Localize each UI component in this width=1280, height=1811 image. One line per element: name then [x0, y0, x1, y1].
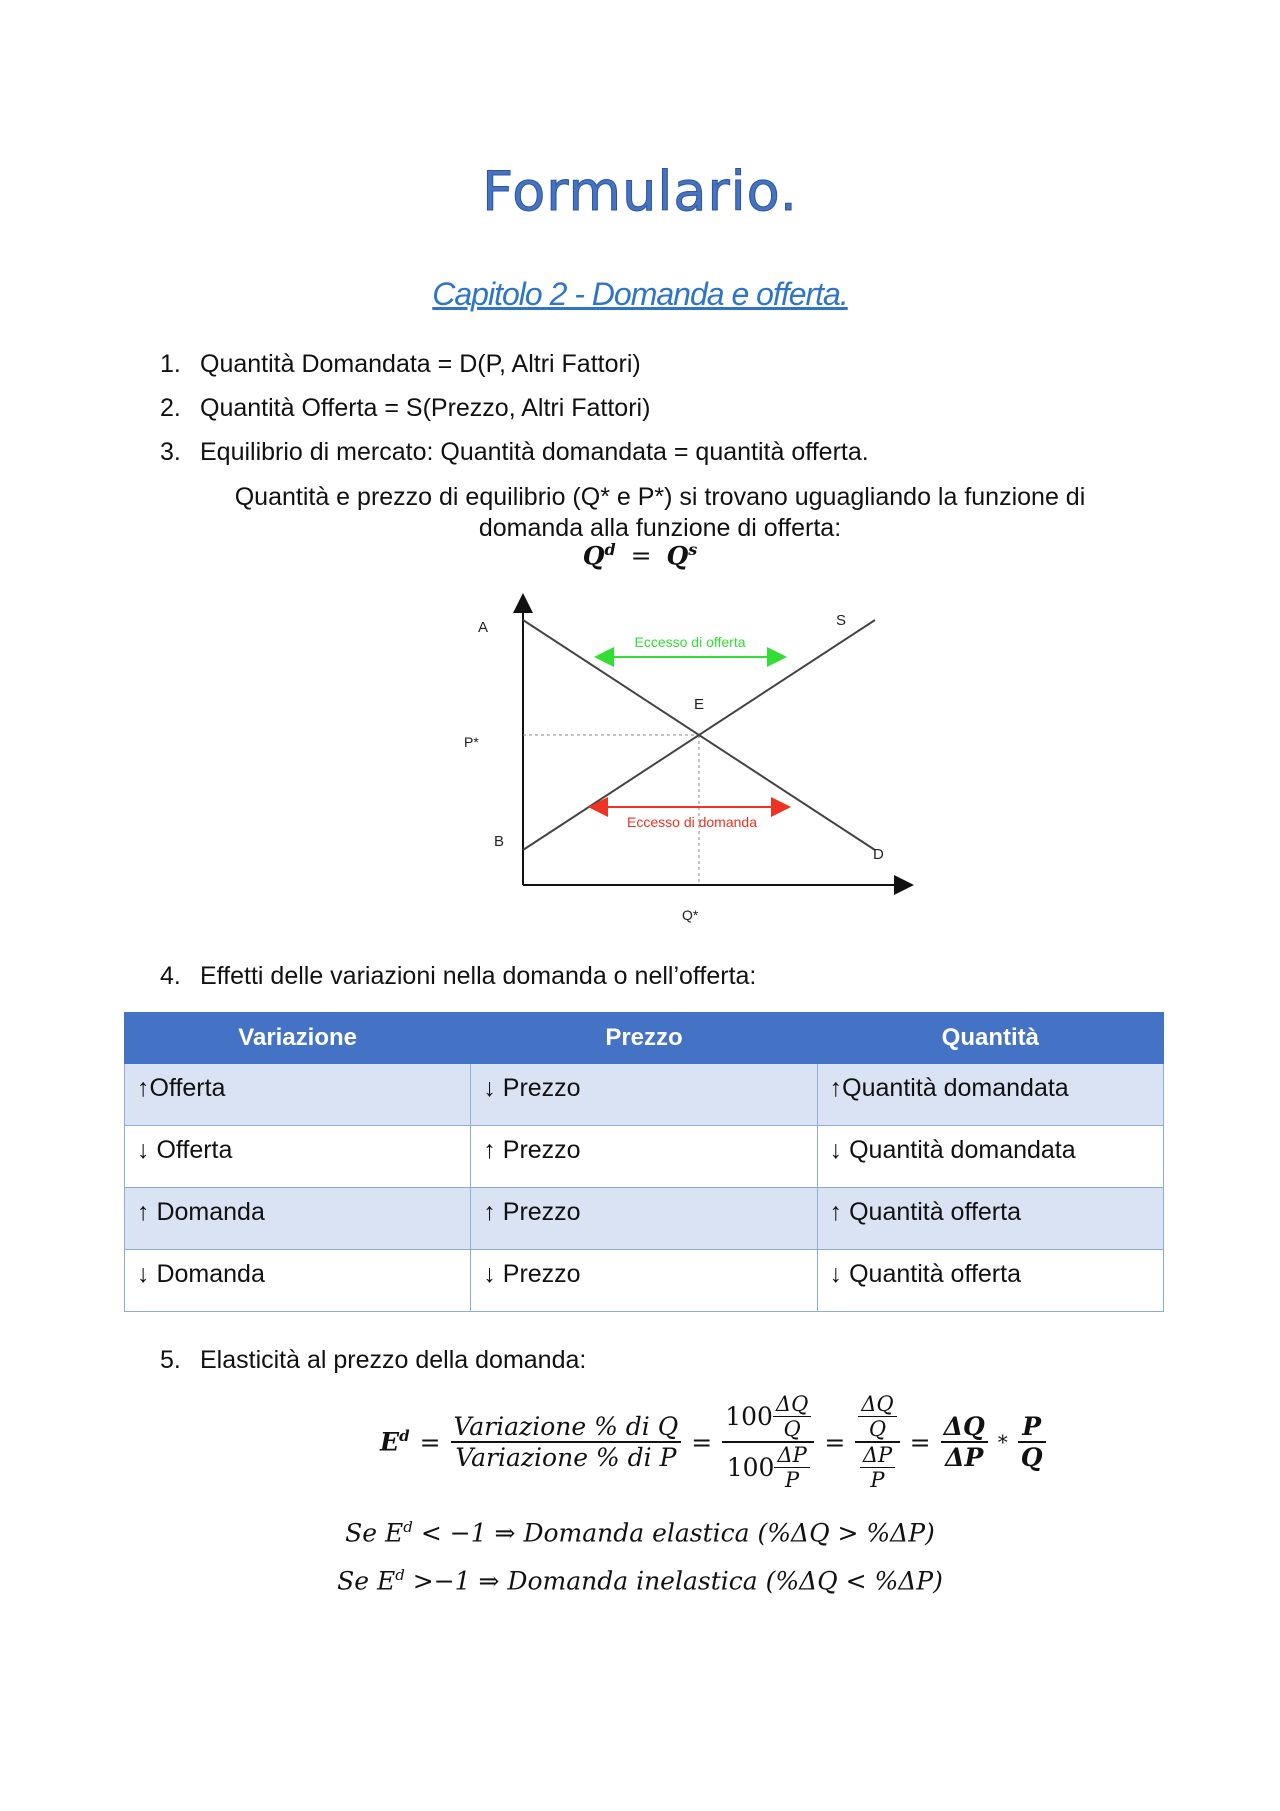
item-text: Effetti delle variazioni nella domanda o nell’offerta: — [200, 962, 757, 990]
table-cell: ↑ Quantità offerta — [817, 1188, 1163, 1250]
table-cell: ↑ Prezzo — [471, 1188, 817, 1250]
table-row — [125, 1250, 1164, 1312]
elasticity-formula — [380, 1392, 1046, 1492]
table-cell: ↓ Prezzo — [471, 1064, 817, 1126]
formula-qd-sup: d — [604, 540, 616, 559]
list-item — [160, 1346, 586, 1375]
excess-demand-label: Eccesso di domanda — [627, 814, 757, 830]
fraction-ratio: ΔQ Q $\frac{\Delta P}{P}$ — [855, 1392, 899, 1492]
point-a-label: A — [478, 619, 489, 636]
list-item — [160, 438, 869, 467]
equilibrium-formula — [0, 540, 1280, 571]
fraction-percent: 100 $\frac{\Delta Q}{Q}$ 100 $\frac{\Delta P}{P}$ — [722, 1392, 814, 1492]
table-row — [125, 1188, 1164, 1250]
effects-table — [124, 1012, 1164, 1312]
list-item — [160, 962, 756, 991]
table-cell: ↓ Quantità offerta — [817, 1250, 1163, 1312]
times-sign: * — [997, 1430, 1008, 1454]
point-e-label: E — [694, 696, 705, 713]
fraction-variation: $\frac{\text{Variazione \% di Q}}{\text{Variazione \% di P}}$ — [451, 1412, 682, 1472]
supply-label: S — [836, 612, 847, 629]
item-number: 5. — [160, 1346, 181, 1374]
table-cell: ↓ Domanda — [125, 1250, 471, 1312]
fraction-dq-dp: $\frac{\Delta Q}{\Delta P}$ — [941, 1412, 988, 1472]
equals-sign: = — [909, 1427, 931, 1457]
item-text: Quantità Domandata = D(P, Altri Fattori) — [200, 350, 641, 378]
table-header-row — [125, 1013, 1164, 1064]
table-cell: ↑ Prezzo — [471, 1126, 817, 1188]
item-number: 1. — [160, 350, 181, 378]
point-b-label: B — [494, 833, 505, 850]
table-cell: ↓ Prezzo — [471, 1250, 817, 1312]
list-item — [160, 350, 641, 379]
table-row — [125, 1126, 1164, 1188]
table-cell: ↑Quantità domandata — [817, 1064, 1163, 1126]
column-header: Prezzo — [471, 1013, 817, 1064]
list-item — [160, 394, 650, 423]
formula-qd: Q — [582, 541, 605, 571]
excess-supply-label: Eccesso di offerta — [634, 634, 746, 650]
table-cell: ↑ Domanda — [125, 1188, 471, 1250]
equals-sign: = — [824, 1427, 846, 1457]
table-cell: ↓ Offerta — [125, 1126, 471, 1188]
condition-inelastic: Se $E^d >-1$ ⇒ Domanda inelastica (%ΔQ < %ΔP) — [337, 1566, 943, 1596]
elasticity-symbol: $E^d$ — [380, 1427, 410, 1457]
formula-eq: = — [630, 541, 652, 571]
formula-qs: Q — [666, 541, 689, 571]
chapter-heading: Capitolo 2 - Domanda e offerta. — [432, 276, 848, 312]
item-number: 2. — [160, 394, 181, 422]
table-row — [125, 1064, 1164, 1126]
column-header: Variazione — [125, 1013, 471, 1064]
equilibrium-note — [180, 482, 1140, 544]
fraction-p-q: $\frac{P}{Q}$ — [1018, 1412, 1046, 1472]
equals-sign: = — [691, 1427, 713, 1457]
item-text: Quantità Offerta = S(Prezzo, Altri Fattori) — [200, 394, 651, 422]
p-star-label: P* — [464, 734, 479, 750]
page-title: Formulario. — [482, 160, 798, 223]
condition-elastic: Se $E^d < -1$ ⇒ Domanda elastica (%ΔQ > %ΔP) — [345, 1518, 935, 1548]
q-star-label: Q* — [682, 907, 699, 923]
item-number: 4. — [160, 962, 181, 990]
item-number: 3. — [160, 438, 181, 466]
supply-demand-chart — [440, 585, 920, 930]
table-cell: ↓ Quantità domandata — [817, 1126, 1163, 1188]
demand-label: D — [873, 846, 884, 863]
equilibrium-note-line2: domanda alla funzione di offerta: — [478, 514, 842, 542]
column-header: Quantità — [817, 1013, 1163, 1064]
item-text: Elasticità al prezzo della domanda: — [200, 1346, 587, 1374]
table-cell: ↑Offerta — [125, 1064, 471, 1126]
item-text: Equilibrio di mercato: Quantità domandata = quantità offerta. — [200, 438, 869, 466]
equals-sign: = — [419, 1427, 441, 1457]
equilibrium-note-line1: Quantità e prezzo di equilibrio (Q* e P*) si trovano uguagliando la funzione di — [234, 483, 1086, 511]
formula-qs-sup: s — [688, 540, 698, 559]
